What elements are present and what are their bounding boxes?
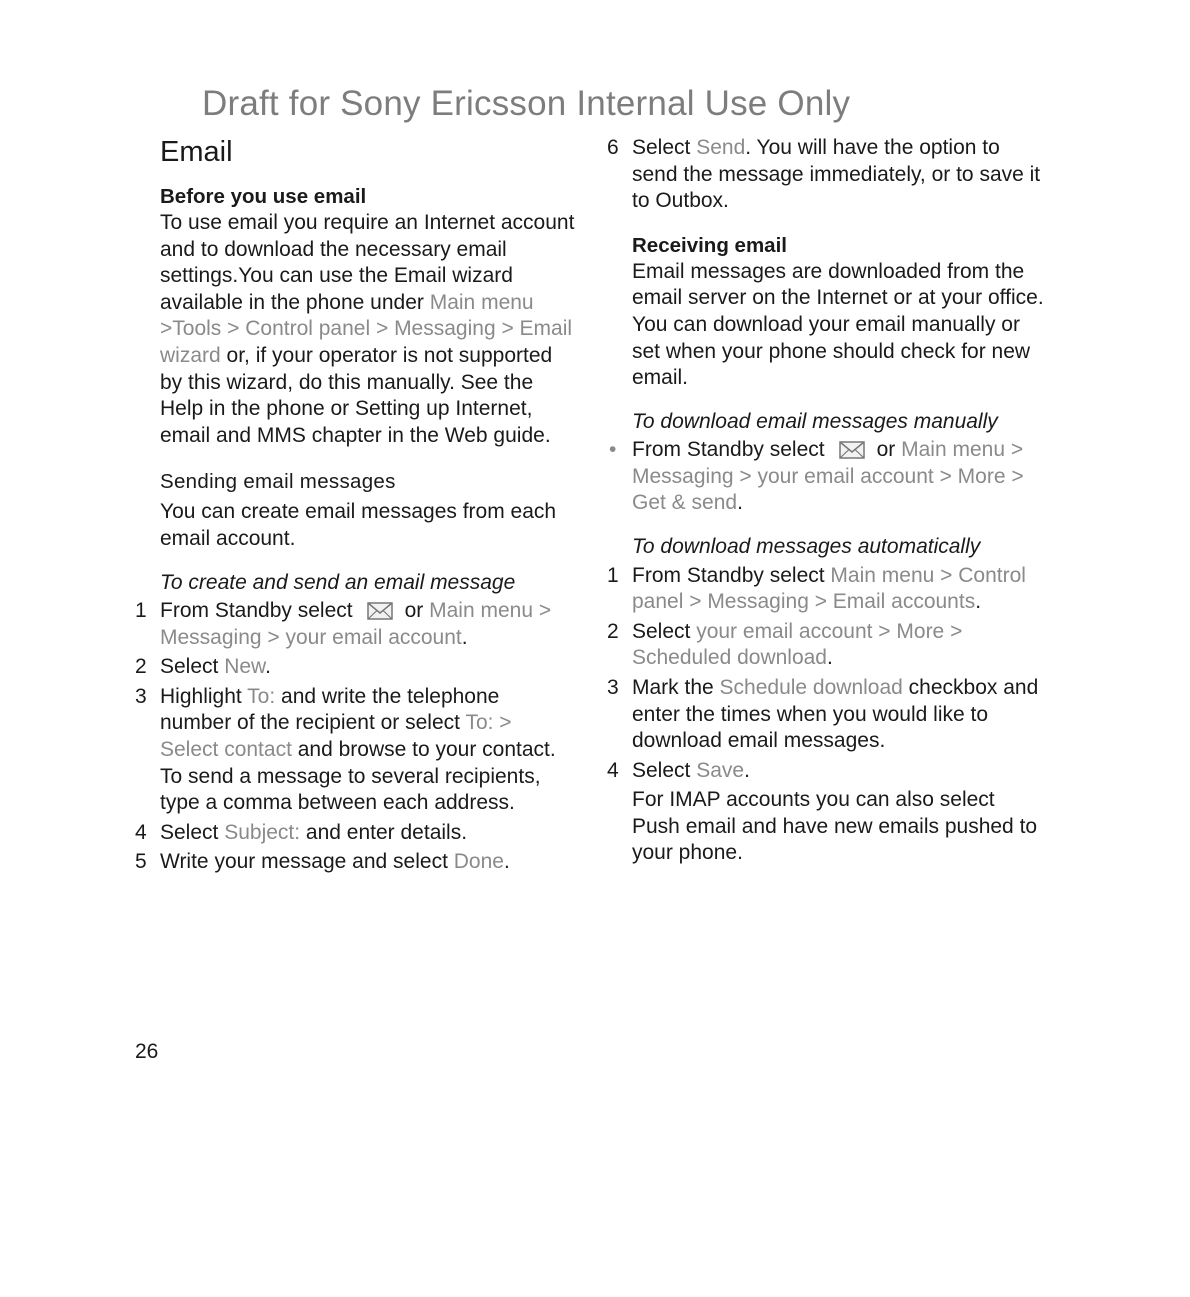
page-number: 26 — [135, 1040, 159, 1063]
section-before-you-use-email — [135, 184, 575, 449]
section-heading: Sending email messages — [160, 470, 396, 494]
list-item: 4 Select Subject: and enter details. — [135, 820, 468, 844]
draft-watermark: Draft for Sony Ericsson Internal Use Only — [202, 84, 851, 123]
list-item: 1 From Standby select or Main menu > Messaging > your email account. — [135, 599, 552, 649]
procedure-heading: To download messages automatically — [632, 535, 981, 559]
section-heading: Receiving email — [632, 233, 787, 257]
list-item: 2 Select your email account > More > Scheduled download. — [607, 619, 963, 670]
section-sending-email — [135, 469, 575, 552]
paragraph: You can create email messages from each email account. — [160, 500, 557, 550]
list-item: 3 Mark the Schedule download checkbox and enter the times when you would like to download email messages. — [607, 675, 1039, 753]
paragraph: To use email you require an Internet account and to download the necessary email settings.You can use the Email wizard available in the phone under Main menu >Tools > Control panel > Messaging > Email wizard or, if your operator is not supported by this wizard, do this manually. See the Help in the phone or Setting up Internet, email and MMS chapter in the Web guide. — [160, 211, 575, 447]
list-item: 3 Highlight To: and write the telephone number of the recipient or select To: > Select contact and browse to your contact. To send a message to several recipients, type a comma between each address. — [135, 684, 556, 815]
steps-list — [607, 563, 1047, 868]
procedure-heading: To download email messages manually — [632, 409, 998, 433]
envelope-icon — [367, 602, 393, 620]
note-paragraph: For IMAP accounts you can also select Push email and have new emails pushed to your phone. — [632, 788, 1038, 865]
page-title: Email — [160, 136, 233, 168]
list-item: 6 Select Send. You will have the option to send the message immediately, or to save it to Outbox. — [607, 136, 1041, 213]
steps-list — [135, 598, 575, 876]
list-item: 2 Select New. — [135, 655, 271, 679]
menu-path: Main menu >Tools > Control panel > Messaging > Email wizard — [160, 290, 573, 367]
right-column — [607, 130, 1047, 867]
procedure-heading: To create and send an email message — [160, 570, 516, 594]
envelope-icon — [839, 441, 865, 459]
section-receiving-email — [607, 233, 1047, 392]
list-item: 1 From Standby select Main menu > Control panel > Messaging > Email accounts. — [607, 563, 1026, 614]
left-column — [135, 130, 575, 876]
paragraph: Email messages are downloaded from the email server on the Internet or at your office. You can download your email manually or set when your phone should check for new email. — [632, 259, 1044, 390]
list-item: 5 Write your message and select Done. — [135, 850, 510, 874]
list-item: 4 Select Save. — [607, 758, 750, 782]
list-item: • From Standby select or Main menu > Messaging > your email account > More > Get & send. — [609, 438, 1024, 515]
section-heading: Before you use email — [160, 185, 367, 208]
